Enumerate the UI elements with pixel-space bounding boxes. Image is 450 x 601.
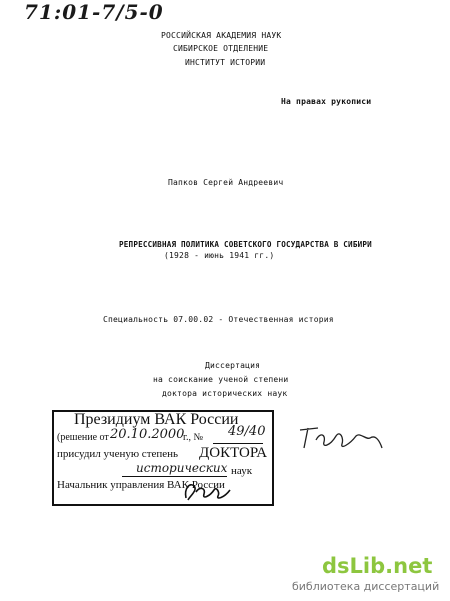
degree-line-1: Диссертация	[205, 361, 261, 370]
archive-code: 71:01-7/5-0	[24, 0, 164, 24]
stamp-decision-prefix: (решение от	[57, 432, 109, 443]
degree-line-3: доктора исторических наук	[162, 389, 288, 398]
watermark-logo	[322, 554, 432, 578]
watermark-brand-net: .net	[385, 554, 433, 578]
stamp-year-suffix: г., №	[183, 432, 204, 443]
watermark-brand-ds: ds	[322, 554, 350, 578]
stamp-awarded-degree: ДОКТОРА	[199, 445, 268, 461]
stamp-chief-title: Начальник управления ВАК России	[57, 479, 225, 491]
watermark-tagline: библиотека диссертаций	[292, 580, 440, 593]
stamp-science-underline	[122, 476, 227, 477]
degree-line-2: на соискание ученой степени	[153, 375, 289, 384]
author-name: Папков Сергей Андреевич	[168, 178, 284, 187]
rights-note: На правах рукописи	[281, 97, 372, 106]
org-line-3: ИНСТИТУТ ИСТОРИИ	[185, 58, 266, 67]
watermark-brand-lib: Lib	[349, 554, 386, 578]
stamp-awarded-prefix: присудил ученую степень	[57, 448, 179, 460]
stamp-number-underline	[213, 443, 263, 444]
org-line-2: СИБИРСКОЕ ОТДЕЛЕНИЕ	[173, 44, 269, 53]
stamp-decision-date: 20.10.2000	[110, 427, 185, 442]
dissertation-title: РЕПРЕССИВНАЯ ПОЛИТИКА СОВЕТСКОГО ГОСУДАРСТВА В СИБИРИ	[119, 240, 372, 249]
stamp-science-suffix: наук	[231, 465, 253, 477]
chief-signature	[180, 478, 240, 504]
stamp-decision-number: 49/40	[228, 424, 266, 439]
org-line-1: РОССИЙСКАЯ АКАДЕМИЯ НАУК	[161, 31, 282, 40]
stamp-heading: Президиум ВАК России	[74, 411, 239, 428]
specialty-line: Специальность 07.00.02 - Отечественная история	[103, 315, 334, 324]
dissertation-period: (1928 - июнь 1941 гг.)	[164, 251, 275, 260]
stamp-science-handwritten: исторических	[136, 461, 228, 475]
margin-signature	[296, 422, 386, 458]
